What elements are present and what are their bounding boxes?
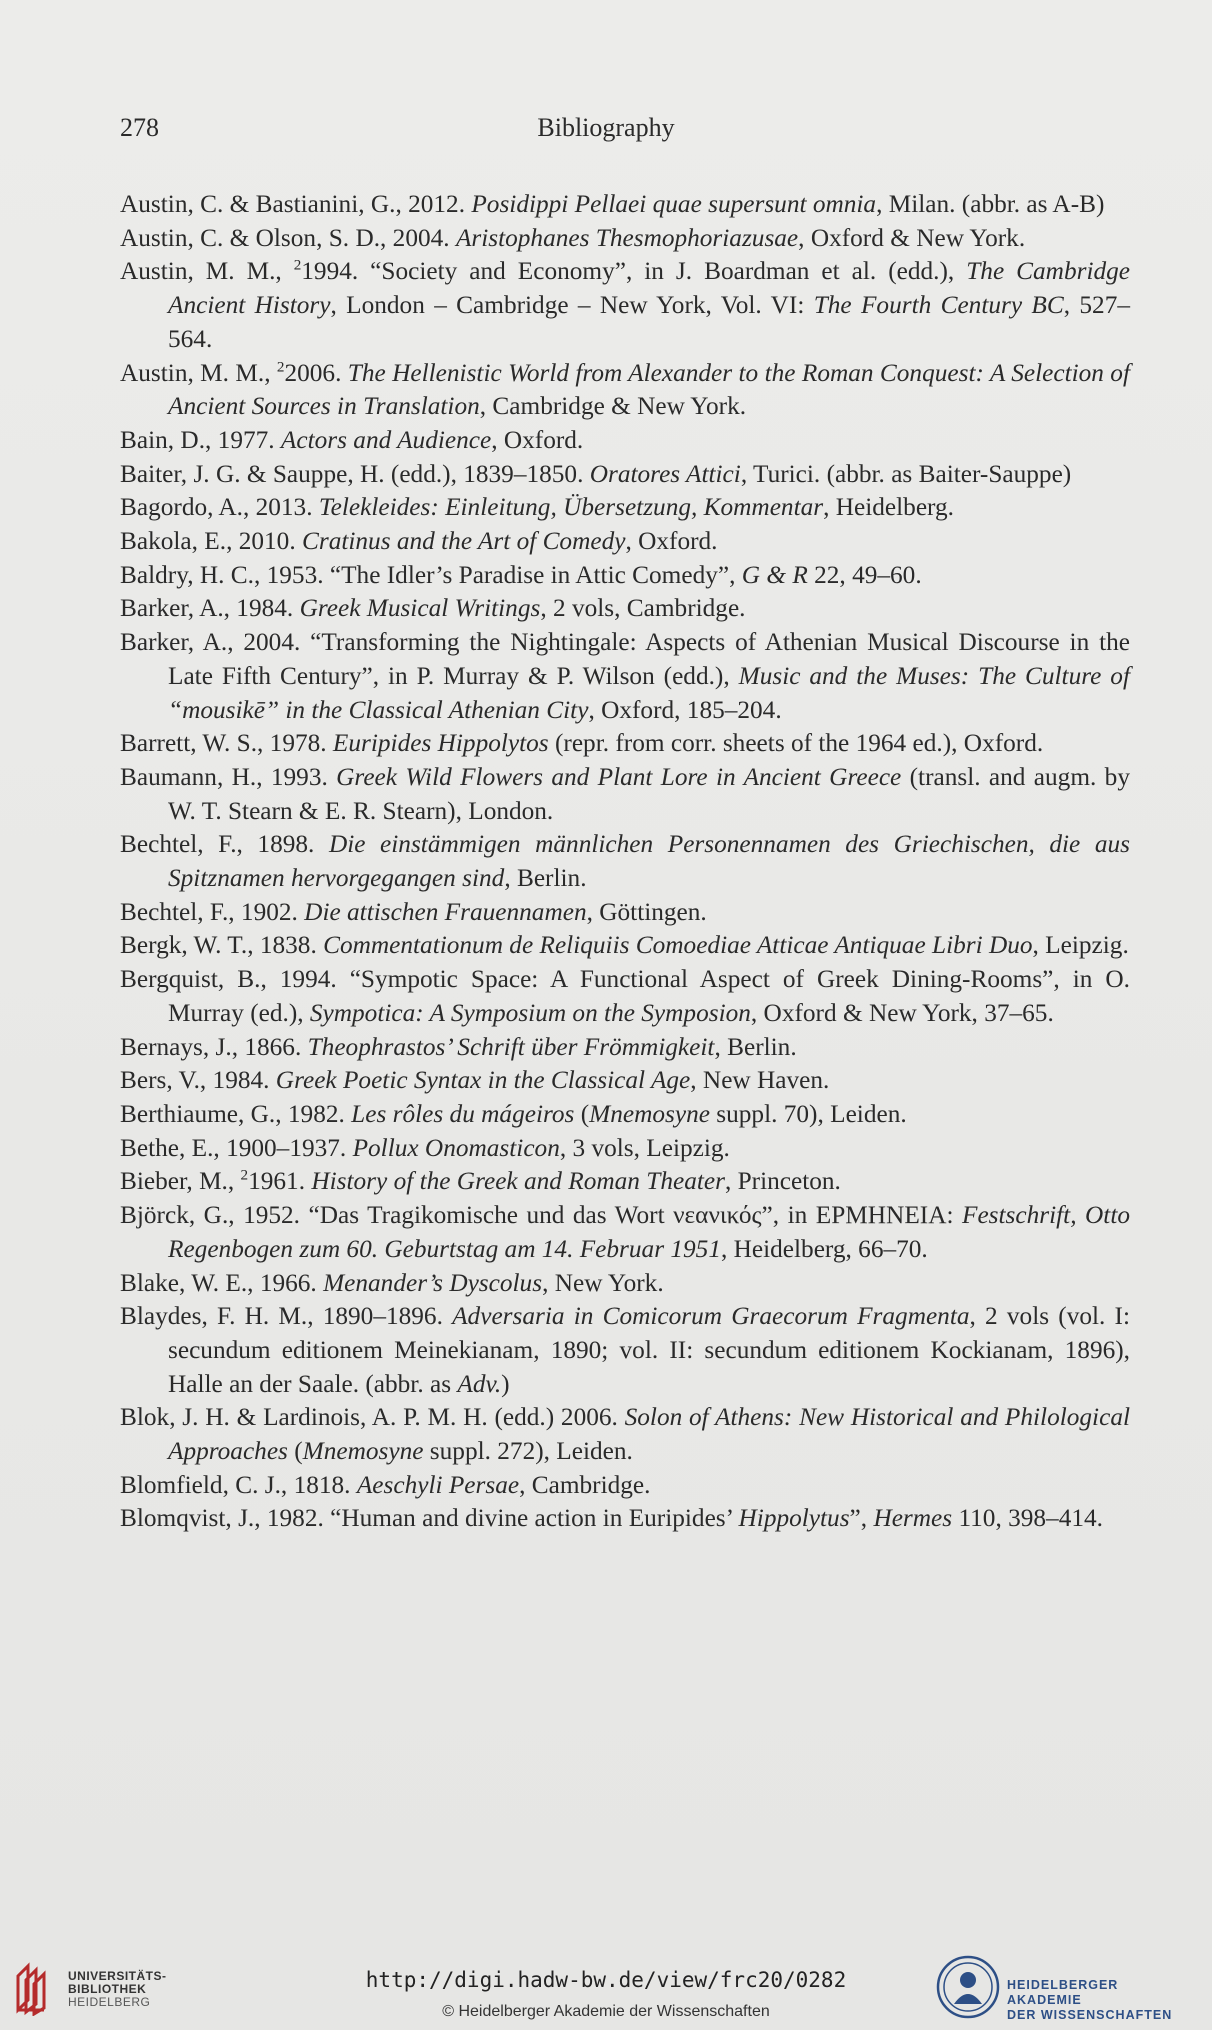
- entry-text: , Milan. (abbr. as A-B): [876, 190, 1105, 218]
- entry-text: Bergk, W. T., 1838.: [120, 931, 324, 960]
- entry-text: , Cambridge & New York.: [479, 392, 747, 421]
- entry-text: (: [574, 1099, 590, 1128]
- bibliography-entry: [120, 188, 1130, 222]
- page-number: 278: [120, 113, 159, 142]
- entry-text: Bernays, J., 1866.: [120, 1032, 308, 1061]
- entry-text: , Princeton.: [724, 1167, 841, 1196]
- entry-title: Pollux Onomasticon: [352, 1133, 560, 1162]
- entry-title: Les rôles du mágeiros: [351, 1099, 575, 1128]
- entry-title: Commentationum de Reliquiis Comoediae Atticae Antiquae Libri Duo: [323, 931, 1033, 960]
- bibliography-entry: [120, 458, 1130, 492]
- entry-text: ): [501, 1369, 510, 1398]
- entry-text: Björck, G., 1952. “Das Tragikomische und das Wort νεανικός”, in ΕΡΜΗΝΕΙΑ:: [120, 1201, 962, 1230]
- entry-text: Blomfield, C. J., 1818.: [120, 1470, 357, 1499]
- entry-text: 110, 398–414.: [952, 1504, 1103, 1533]
- entry-text: , Leipzig.: [1032, 931, 1129, 960]
- entry-title: Adv.: [457, 1369, 502, 1398]
- entry-text: , Berlin.: [504, 864, 587, 893]
- entry-title: Festschrift, Otto Regenbogen zum 60. Geburtstag am 14. Februar 1951: [168, 1201, 1131, 1263]
- entry-text: Berthiaume, G., 1982.: [120, 1099, 352, 1128]
- entry-text: Baldry, H. C., 1953. “The Idler’s Paradise in Attic Comedy”,: [120, 560, 742, 589]
- entry-text: Barker, A., 2004. “Transforming the Nightingale: Aspects of Athenian Musical Discourse in the Late Fifth Century”, in P. Murray & P. Wilson (edd.),: [120, 628, 1130, 690]
- entry-text: Baiter, J. G. & Sauppe, H. (edd.), 1839–1850.: [120, 459, 590, 488]
- entry-title: Posidippi Pellaei quae supersunt omnia: [471, 190, 877, 218]
- entry-text: , Berlin.: [714, 1032, 797, 1061]
- entry-title: Die einstämmigen männlichen Personennamen des Griechischen, die aus Spitznamen hervorgegangen sind: [168, 830, 1131, 893]
- entry-title: Solon of Athens: New Historical and Philological Approaches: [168, 1403, 1130, 1466]
- bibliography-entry: [120, 357, 1130, 424]
- entry-text: , Göttingen.: [586, 897, 707, 926]
- entry-title: Hippolytus: [738, 1504, 850, 1533]
- bibliography-entry: [120, 222, 1130, 256]
- entry-text: Bergquist, B., 1994. “Sympotic Space: A Functional Aspect of Greek Dining-Rooms”, in O. Murray (ed.),: [120, 965, 1130, 1027]
- entry-text: Bieber, M.,: [120, 1167, 241, 1196]
- entry-title: History of the Greek and Roman Theater: [311, 1167, 725, 1196]
- entry-text: , Cambridge.: [519, 1470, 651, 1499]
- bibliography-entry: [120, 1267, 1130, 1301]
- entry-title: The Fourth Century BC: [813, 291, 1064, 320]
- entry-text: Bers, V., 1984.: [120, 1066, 276, 1095]
- entry-text: , Oxford, 185–204.: [588, 695, 782, 724]
- running-title: Bibliography: [537, 113, 675, 142]
- entry-title: Aeschyli Persae: [356, 1470, 520, 1499]
- bibliography-entry: [120, 1064, 1130, 1098]
- entry-text: Blaydes, F. H. M., 1890–1896.: [120, 1302, 453, 1331]
- entry-text: Baumann, H., 1993.: [120, 762, 337, 791]
- entry-text: suppl. 272), Leiden.: [423, 1437, 633, 1466]
- bibliography-entry: [120, 727, 1130, 761]
- entry-text: , Oxford & New York, 37–65.: [750, 998, 1054, 1027]
- bibliography-entry: [120, 255, 1130, 356]
- entry-title: Music and the Muses: The Culture of “mousikē” in the Classical Athenian City: [168, 661, 1130, 724]
- library-name: UNIVERSITÄTS- BIBLIOTHEK HEIDELBERG: [68, 1969, 167, 2009]
- entry-text: suppl. 70), Leiden.: [709, 1099, 907, 1128]
- entry-text: Austin, C. & Olson, S. D., 2004.: [120, 223, 456, 252]
- academy-name: HEIDELBERGER AKADEMIE DER WISSENSCHAFTEN: [1007, 1978, 1173, 2022]
- entry-title: Oratores Attici: [589, 459, 741, 488]
- digital-copy-url[interactable]: http://digi.hadw-bw.de/view/frc20/0282: [365, 1968, 847, 1992]
- entry-title: Cratinus and the Art of Comedy: [301, 527, 626, 556]
- entry-title: Menander’s Dyscolus: [323, 1268, 543, 1297]
- bibliography-entry: [120, 424, 1130, 458]
- entry-text: Blok, J. H. & Lardinois, A. P. M. H. (edd.) 2006.: [120, 1403, 625, 1432]
- entry-text: (transl. and augm. by W. T. Stearn & E. R. Stearn), London.: [168, 762, 1130, 825]
- entry-text: ”,: [849, 1504, 874, 1533]
- bibliography-entry: [120, 1502, 1130, 1536]
- entry-text: , 2 vols, Cambridge.: [540, 594, 746, 623]
- entry-text: Barker, A., 1984.: [120, 594, 300, 623]
- entry-text: , 2 vols (vol. I: secundum editionem Meinekianam, 1890; vol. II: secundum editionem Kockianam, 1896), Halle an der Saale. (abbr. as: [168, 1302, 1130, 1398]
- page-footer: [0, 1950, 1212, 2030]
- copyright-notice: © Heidelberger Akademie der Wissenschaften: [442, 2003, 770, 2020]
- entry-text: , Heidelberg, 66–70.: [720, 1234, 928, 1263]
- bibliography-entry: [120, 896, 1130, 930]
- entry-text: Bechtel, F., 1898.: [120, 830, 329, 859]
- entry-title: Theophrastos’ Schrift über Frömmigkeit: [307, 1032, 715, 1061]
- entry-title: Aristophanes Thesmophoriazusae: [455, 223, 799, 252]
- bibliography-entry: [120, 963, 1130, 1030]
- entry-title: G & R: [741, 560, 808, 589]
- academy-seal-icon: [935, 1954, 1001, 2020]
- entry-title: Greek Musical Writings: [299, 594, 541, 623]
- entry-text: Bain, D., 1977.: [120, 425, 281, 454]
- entry-text: 22, 49–60.: [807, 560, 922, 589]
- entry-title: The Hellenistic World from Alexander to the Roman Conquest: A Selection of Ancient Sources in Translation: [168, 358, 1130, 421]
- entry-title: Mnemosyne: [589, 1099, 710, 1128]
- bibliography-entry: [120, 592, 1130, 626]
- entry-title: Telekleides: Einleitung, Übersetzung, Kommentar: [318, 493, 824, 522]
- entry-title: Mnemosyne: [302, 1437, 424, 1466]
- entry-text: Bagordo, A., 2013.: [120, 493, 319, 522]
- bibliography-entry: [120, 1165, 1130, 1199]
- bibliography-entry: [120, 761, 1130, 828]
- bibliography-entry: [120, 1132, 1130, 1166]
- entry-text: Bakola, E., 2010.: [120, 527, 302, 556]
- edition-superscript: 2: [293, 256, 302, 274]
- bibliography-entry: [120, 1199, 1130, 1266]
- entry-title: Greek Wild Flowers and Plant Lore in Ancient Greece: [336, 762, 902, 791]
- entry-text: Blake, W. E., 1966.: [120, 1268, 324, 1297]
- entry-title: Hermes: [873, 1504, 953, 1533]
- entry-title: Greek Poetic Syntax in the Classical Age: [275, 1066, 691, 1095]
- entry-title: Euripides Hippolytos: [332, 729, 549, 758]
- entry-text: 1961.: [248, 1167, 312, 1196]
- bibliography-entry: [120, 525, 1130, 559]
- entry-text: Barrett, W. S., 1978.: [120, 729, 333, 758]
- edition-superscript: 2: [276, 358, 285, 376]
- entry-text: , Oxford & New York.: [798, 223, 1026, 252]
- entry-text: , 3 vols, Leipzig.: [559, 1133, 730, 1162]
- entry-title: Adversaria in Comicorum Graecorum Fragmenta: [452, 1302, 970, 1331]
- bibliography-list: [120, 188, 1130, 1536]
- bibliography-entry: [120, 626, 1130, 727]
- entry-text: Austin, C. & Bastianini, G., 2012.: [120, 190, 472, 218]
- entry-text: Austin, M. M.,: [120, 257, 294, 286]
- bibliography-entry: [120, 1401, 1130, 1468]
- entry-text: 1994. “Society and Economy”, in J. Boardman et al. (edd.),: [301, 257, 967, 286]
- entry-text: Blomqvist, J., 1982. “Human and divine action in Euripides’: [120, 1504, 739, 1533]
- entry-text: , Turici. (abbr. as Baiter-Sauppe): [740, 459, 1072, 488]
- entry-text: , Oxford.: [491, 425, 584, 454]
- entry-title: Die attischen Frauennamen: [304, 897, 587, 926]
- bibliography-entry: [120, 929, 1130, 963]
- bibliography-entry: [120, 1098, 1130, 1132]
- bibliography-entry: [120, 1469, 1130, 1503]
- entry-text: , London – Cambridge – New York, Vol. VI:: [330, 291, 814, 320]
- entry-text: Austin, M. M.,: [120, 358, 277, 387]
- page-header: [0, 113, 1212, 153]
- academy-logo[interactable]: [935, 1954, 1195, 2024]
- bibliography-entry: [120, 828, 1130, 895]
- entry-text: , Oxford.: [625, 527, 718, 556]
- bibliography-entry: [120, 491, 1130, 525]
- entry-text: 2006.: [284, 358, 348, 387]
- bibliography-entry: [120, 1031, 1130, 1065]
- bibliography-entry: [120, 1300, 1130, 1401]
- entry-title: Actors and Audience: [280, 425, 492, 454]
- entry-text: Bethe, E., 1900–1937.: [120, 1133, 353, 1162]
- entry-title: The Cambridge Ancient History: [168, 257, 1130, 320]
- entry-text: (: [287, 1437, 303, 1466]
- entry-text: Bechtel, F., 1902.: [120, 897, 305, 926]
- entry-title: Sympotica: A Symposium on the Symposion: [309, 998, 751, 1027]
- entry-text: (repr. from corr. sheets of the 1964 ed.), Oxford.: [548, 729, 1044, 758]
- entry-text: , New Haven.: [690, 1066, 830, 1095]
- entry-text: , 527–564.: [168, 291, 1131, 353]
- bibliography-entry: [120, 559, 1130, 593]
- entry-text: , Heidelberg.: [823, 493, 954, 522]
- edition-superscript: 2: [240, 1166, 249, 1184]
- entry-text: , New York.: [542, 1268, 664, 1297]
